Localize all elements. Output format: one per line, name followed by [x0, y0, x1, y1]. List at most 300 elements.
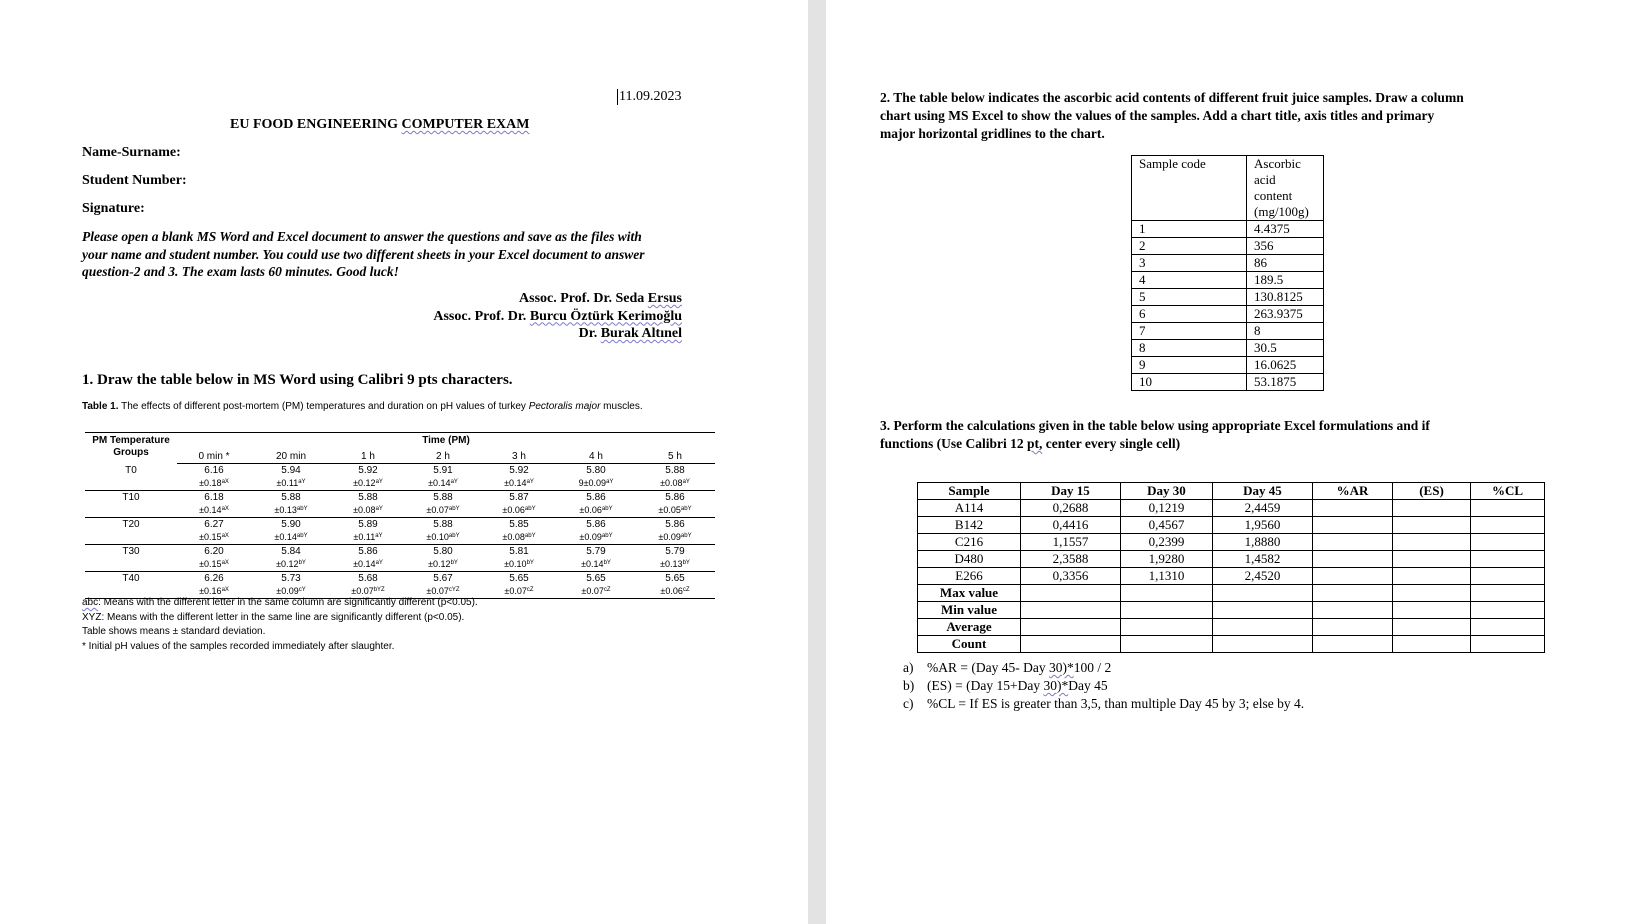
sd-value: ±0.09	[276, 586, 299, 596]
significance-letters: aY	[375, 479, 383, 485]
empty-result-cell	[1393, 517, 1471, 534]
sample-code-cell: 4	[1132, 272, 1247, 289]
empty-summary-cell	[1471, 585, 1545, 602]
significance-letters: abY	[296, 506, 308, 512]
calculation-row	[918, 534, 1545, 551]
note-abc-text: : Means with the different letter in the same column are significantly different (p<0.05).	[98, 597, 478, 608]
note-xyz: XYZ: Means with the different letter in the same line are significantly different (p<0.05).	[82, 611, 465, 623]
author-2-title: Assoc. Prof. Dr.	[433, 308, 530, 324]
exam-title	[230, 117, 529, 133]
summary-row	[918, 602, 1545, 619]
empty-summary-cell	[1313, 585, 1393, 602]
day-value-cell: 0,1219	[1121, 500, 1213, 517]
empty-summary-cell	[1021, 585, 1121, 602]
ascorbic-value-cell: 263.9375	[1247, 306, 1324, 323]
significance-letters: cY	[298, 587, 306, 593]
ph-mean-cell: 5.79	[665, 546, 685, 557]
empty-result-cell	[1313, 551, 1393, 568]
calculation-row	[918, 517, 1545, 534]
empty-result-cell	[1313, 500, 1393, 517]
ph-sd-cell	[405, 558, 481, 572]
sample-code-cell: 3	[1132, 255, 1247, 272]
ph-row-sd	[85, 504, 715, 518]
ph-sd-cell	[177, 504, 251, 518]
ph-sd-cell	[635, 504, 715, 518]
sample-name-cell: C216	[918, 534, 1021, 551]
exam-title-part1: EU FOOD ENGINEERING	[230, 117, 402, 132]
time-header: Time (PM)	[177, 433, 715, 448]
sd-value: ±0.12	[353, 478, 376, 488]
ph-mean-cell: 6.20	[204, 546, 224, 557]
ph-sd-cell	[635, 558, 715, 572]
empty-summary-cell	[1121, 602, 1213, 619]
group-label: T40	[85, 572, 177, 599]
formula-letter: c)	[903, 696, 914, 711]
significance-letters: bYZ	[373, 587, 385, 593]
day-value-cell: 2,4459	[1213, 500, 1313, 517]
sample-name-cell: B142	[918, 517, 1021, 534]
ph-sd-cell	[635, 531, 715, 545]
sample-code-cell: 10	[1132, 374, 1247, 391]
ph-row-sd	[85, 531, 715, 545]
empty-result-cell	[1471, 568, 1545, 585]
ph-mean-cell: 5.65	[586, 573, 606, 584]
ph-sd-cell	[177, 531, 251, 545]
ph-mean-cell: 6.27	[204, 519, 224, 530]
calculation-row	[918, 500, 1545, 517]
sample-code-cell: 8	[1132, 340, 1247, 357]
empty-summary-cell	[1121, 619, 1213, 636]
formula-letter: b)	[903, 678, 915, 693]
sd-value: ±0.05	[658, 505, 681, 515]
sd-value: ±0.13	[660, 559, 683, 569]
time-col-header: 5 h	[635, 447, 715, 464]
time-col-header: 3 h	[481, 447, 557, 464]
ph-table-body	[85, 464, 715, 599]
ph-sd-cell	[481, 477, 557, 491]
ph-sd-cell	[481, 558, 557, 572]
header-ascorbic-content: Ascorbic acid content (mg/100g)	[1247, 156, 1324, 221]
ph-sd-cell	[251, 531, 331, 545]
ascorbic-table-header-row	[1132, 156, 1324, 221]
formula-flagged-text: 30)*	[1048, 660, 1074, 675]
sd-value: ±0.07	[581, 586, 604, 596]
instructions	[82, 228, 644, 281]
sd-value: ±0.14	[274, 532, 297, 542]
ascorbic-table-row	[1132, 340, 1324, 357]
group-label: T30	[85, 545, 177, 572]
sd-value: ±0.08	[660, 478, 683, 488]
ascorbic-table-row	[1132, 374, 1324, 391]
formula-item	[903, 659, 1304, 677]
ph-row-values	[85, 545, 715, 559]
ph-mean-cell: 5.68	[358, 573, 378, 584]
ph-sd-cell	[331, 477, 405, 491]
calculation-header-cell: %CL	[1471, 483, 1545, 500]
summary-label-cell: Max value	[918, 585, 1021, 602]
empty-result-cell	[1393, 500, 1471, 517]
empty-summary-cell	[1021, 619, 1121, 636]
significance-letters: cZ	[603, 587, 611, 593]
ph-sd-cell	[251, 558, 331, 572]
empty-summary-cell	[1021, 636, 1121, 653]
empty-summary-cell	[1313, 619, 1393, 636]
sd-value: ±0.12	[276, 559, 299, 569]
day-value-cell: 2,4520	[1213, 568, 1313, 585]
sample-code-cell: 7	[1132, 323, 1247, 340]
ph-sd-cell	[405, 504, 481, 518]
calculation-table-header-row	[918, 483, 1545, 500]
author-2	[433, 308, 682, 326]
sample-code-cell: 5	[1132, 289, 1247, 306]
day-value-cell: 2,3588	[1021, 551, 1121, 568]
sample-code-cell: 1	[1132, 221, 1247, 238]
empty-summary-cell	[1393, 585, 1471, 602]
ascorbic-table-row	[1132, 306, 1324, 323]
significance-letters: aX	[221, 560, 229, 566]
day-value-cell: 0,4567	[1121, 517, 1213, 534]
calculation-table	[917, 482, 1545, 653]
empty-result-cell	[1471, 551, 1545, 568]
sd-value: ±0.12	[428, 559, 451, 569]
sd-value: ±0.06	[660, 586, 683, 596]
sd-value: ±0.08	[502, 532, 525, 542]
group-label: T20	[85, 518, 177, 545]
document-page-1	[0, 0, 808, 924]
exam-date: 11.09.2023	[619, 89, 682, 104]
empty-result-cell	[1471, 500, 1545, 517]
header-sample-code: Sample code	[1132, 156, 1247, 221]
question-1: 1. Draw the table below in MS Word using Calibri 9 pts characters.	[82, 372, 513, 388]
ph-mean-cell: 5.73	[281, 573, 301, 584]
sd-value: ±0.06	[502, 505, 525, 515]
group-label: T10	[85, 491, 177, 518]
author-1-title: Assoc. Prof. Dr. Seda	[519, 291, 648, 306]
name-surname-label: Name-Surname:	[82, 145, 181, 160]
ph-sd-cell	[405, 477, 481, 491]
ph-sd-cell	[635, 477, 715, 491]
ph-mean-cell: 5.88	[433, 492, 453, 503]
significance-letters: abY	[524, 506, 536, 512]
significance-letters: aX	[221, 587, 229, 593]
ph-mean-cell: 5.79	[586, 546, 606, 557]
ascorbic-table-row	[1132, 289, 1324, 306]
ascorbic-value-cell: 189.5	[1247, 272, 1324, 289]
significance-letters: aX	[221, 479, 229, 485]
ph-mean-cell: 6.18	[204, 492, 224, 503]
sd-value: ±0.18	[199, 478, 222, 488]
time-col-header: 0 min *	[177, 447, 251, 464]
ascorbic-value-cell: 16.0625	[1247, 357, 1324, 374]
ascorbic-value-cell: 53.1875	[1247, 374, 1324, 391]
summary-row	[918, 619, 1545, 636]
summary-row	[918, 636, 1545, 653]
ph-row-values	[85, 572, 715, 586]
empty-summary-cell	[1121, 636, 1213, 653]
instructions-line: question-2 and 3. The exam lasts 60 minutes. Good luck!	[82, 264, 399, 279]
day-value-cell: 1,1557	[1021, 534, 1121, 551]
ph-values-table	[85, 432, 715, 599]
sd-value: ±0.07	[351, 586, 374, 596]
ph-mean-cell: 5.80	[433, 546, 453, 557]
sd-value: ±0.07	[426, 505, 449, 515]
day-value-cell: 0,2688	[1021, 500, 1121, 517]
day-value-cell: 1,8880	[1213, 534, 1313, 551]
formula-text: (ES) = (Day 15+Day	[927, 678, 1044, 693]
calculation-header-cell: Sample	[918, 483, 1021, 500]
empty-summary-cell	[1393, 619, 1471, 636]
question-3-line2-prefix: functions (Use Calibri 12	[880, 436, 1028, 451]
ph-mean-cell: 6.16	[204, 465, 224, 476]
significance-letters: aY	[526, 479, 534, 485]
significance-letters: aY	[298, 479, 306, 485]
time-col-header: 20 min	[251, 447, 331, 464]
empty-result-cell	[1313, 517, 1393, 534]
ph-mean-cell: 5.88	[358, 492, 378, 503]
summary-label-cell: Count	[918, 636, 1021, 653]
author-3-name: Burak Altınel	[600, 326, 682, 341]
day-value-cell: 1,9560	[1213, 517, 1313, 534]
formula-list	[903, 659, 1304, 713]
ascorbic-table-row	[1132, 323, 1324, 340]
question-2	[880, 89, 1464, 143]
note-sd: Table shows means ± standard deviation.	[82, 626, 266, 637]
ph-mean-cell: 5.87	[509, 492, 529, 503]
page-gap	[808, 0, 826, 924]
sd-value: ±0.11	[353, 532, 376, 542]
question-3-line2-suffix: center every single cell)	[1042, 436, 1181, 451]
significance-letters: abY	[448, 506, 460, 512]
significance-letters: abY	[601, 533, 613, 539]
instructions-line: your name and student number. You could use two different sheets in your Excel document to answer	[82, 246, 645, 262]
empty-summary-cell	[1313, 636, 1393, 653]
formula-text: %AR = (Day 45- Day	[927, 660, 1049, 675]
calculation-header-cell: Day 15	[1021, 483, 1121, 500]
table1-caption-text: The effects of different post-mortem (PM) temperatures and duration on pH values of turkey	[118, 401, 529, 412]
ph-sd-cell	[405, 531, 481, 545]
significance-letters: aY	[606, 479, 614, 485]
formula-item	[903, 677, 1304, 695]
day-value-cell: 0,4416	[1021, 517, 1121, 534]
significance-letters: abY	[680, 506, 692, 512]
calculation-header-cell: %AR	[1313, 483, 1393, 500]
significance-letters: abY	[296, 533, 308, 539]
day-value-cell: 0,3356	[1021, 568, 1121, 585]
sd-value: ±0.11	[276, 478, 299, 488]
ascorbic-value-cell: 8	[1247, 323, 1324, 340]
calculation-header-cell: Day 30	[1121, 483, 1213, 500]
ascorbic-value-cell: 86	[1247, 255, 1324, 272]
signature-label: Signature:	[82, 201, 145, 216]
ph-mean-cell: 5.65	[509, 573, 529, 584]
time-col-header: 1 h	[331, 447, 405, 464]
empty-summary-cell	[1213, 636, 1313, 653]
question-3-line1: 3. Perform the calculations given in the table below using appropriate Excel formulations and if	[880, 418, 1430, 433]
ph-sd-cell	[251, 477, 331, 491]
ph-mean-cell: 5.92	[509, 465, 529, 476]
summary-row	[918, 585, 1545, 602]
sample-code-cell: 9	[1132, 357, 1247, 374]
significance-letters: cZ	[526, 587, 534, 593]
sample-code-cell: 2	[1132, 238, 1247, 255]
ph-sd-cell	[331, 504, 405, 518]
ascorbic-table-row	[1132, 238, 1324, 255]
question-2-line: 2. The table below indicates the ascorbic acid contents of different fruit juice samples. Draw a column	[880, 90, 1464, 105]
sd-value: ±0.13	[274, 505, 297, 515]
ph-mean-cell: 5.86	[586, 519, 606, 530]
ascorbic-table-row	[1132, 221, 1324, 238]
time-col-header: 4 h	[557, 447, 635, 464]
ph-sd-cell	[331, 558, 405, 572]
ph-mean-cell: 5.86	[358, 546, 378, 557]
ph-mean-cell: 5.67	[433, 573, 453, 584]
formula-flagged-text: 30)*	[1043, 678, 1069, 693]
day-value-cell: 1,1310	[1121, 568, 1213, 585]
significance-letters: aY	[682, 479, 690, 485]
empty-summary-cell	[1121, 585, 1213, 602]
sd-value: ±0.06	[579, 505, 602, 515]
exam-title-part2: COMPUTER EXAM	[401, 117, 530, 132]
sd-value: ±0.16	[199, 586, 222, 596]
empty-result-cell	[1393, 534, 1471, 551]
sd-value: ±0.10	[504, 559, 527, 569]
significance-letters: aY	[375, 560, 383, 566]
sample-name-cell: A114	[918, 500, 1021, 517]
empty-summary-cell	[1471, 602, 1545, 619]
summary-label-cell: Min value	[918, 602, 1021, 619]
formula-text-end: Day 45	[1068, 678, 1108, 693]
ph-row-values	[85, 491, 715, 505]
significance-letters: cYZ	[448, 587, 460, 593]
sample-name-cell: E266	[918, 568, 1021, 585]
calculation-header-cell: (ES)	[1393, 483, 1471, 500]
calculation-header-cell: Day 45	[1213, 483, 1313, 500]
sd-value: ±0.10	[426, 532, 449, 542]
significance-letters: aX	[221, 506, 229, 512]
author-1-name: Ersus	[647, 291, 682, 306]
sd-value: ±0.14	[428, 478, 451, 488]
table1-notes	[82, 596, 478, 654]
ph-row-sd	[85, 558, 715, 572]
ph-sd-cell	[177, 477, 251, 491]
ph-mean-cell: 5.88	[665, 465, 685, 476]
ascorbic-value-cell: 30.5	[1247, 340, 1324, 357]
significance-letters: bY	[298, 560, 306, 566]
ascorbic-table-row	[1132, 357, 1324, 374]
ph-sd-cell	[557, 558, 635, 572]
significance-letters: abY	[448, 533, 460, 539]
significance-letters: bY	[682, 560, 690, 566]
ph-mean-cell: 5.85	[509, 519, 529, 530]
ascorbic-value-cell: 130.8125	[1247, 289, 1324, 306]
ascorbic-acid-table	[1131, 155, 1324, 391]
sd-value: ±0.07	[504, 586, 527, 596]
sd-value: ±0.09	[658, 532, 681, 542]
empty-summary-cell	[1471, 636, 1545, 653]
empty-summary-cell	[1021, 602, 1121, 619]
sd-value: ±0.14	[353, 559, 376, 569]
significance-letters: aY	[375, 506, 383, 512]
ph-mean-cell: 5.91	[433, 465, 453, 476]
empty-summary-cell	[1313, 602, 1393, 619]
significance-letters: abY	[601, 506, 613, 512]
ascorbic-table-body	[1132, 221, 1324, 391]
significance-letters: bY	[603, 560, 611, 566]
author-list	[433, 290, 682, 343]
significance-letters: abY	[524, 533, 536, 539]
sd-value: ±0.14	[504, 478, 527, 488]
note-abc-label: abc	[82, 597, 99, 608]
empty-summary-cell	[1471, 619, 1545, 636]
ph-row-values	[85, 518, 715, 532]
ph-mean-cell: 5.86	[665, 492, 685, 503]
group-header-line1: PM Temperature	[92, 435, 170, 446]
ph-mean-cell: 6.26	[204, 573, 224, 584]
question-3-line2	[880, 435, 1430, 453]
empty-summary-cell	[1393, 636, 1471, 653]
day-value-cell: 1,4582	[1213, 551, 1313, 568]
empty-summary-cell	[1213, 602, 1313, 619]
sd-value: ±0.15	[199, 559, 222, 569]
empty-result-cell	[1313, 534, 1393, 551]
calculation-row	[918, 551, 1545, 568]
ascorbic-table-row	[1132, 255, 1324, 272]
significance-letters: bY	[450, 560, 458, 566]
ascorbic-value-cell: 356	[1247, 238, 1324, 255]
significance-letters: bY	[526, 560, 534, 566]
question-3	[880, 417, 1430, 453]
significance-letters: abY	[680, 533, 692, 539]
instructions-line: Please open a blank MS Word and Excel document to answer the questions and save as the files with	[82, 229, 642, 244]
significance-letters: aY	[450, 479, 458, 485]
ph-mean-cell: 5.90	[281, 519, 301, 530]
empty-result-cell	[1393, 551, 1471, 568]
ph-sd-cell	[557, 477, 635, 491]
ph-sd-cell	[481, 531, 557, 545]
ph-mean-cell: 5.88	[433, 519, 453, 530]
ph-mean-cell: 5.81	[509, 546, 529, 557]
significance-letters: aX	[221, 533, 229, 539]
sd-value: ±0.09	[579, 532, 602, 542]
sample-name-cell: D480	[918, 551, 1021, 568]
ph-mean-cell: 5.88	[281, 492, 301, 503]
group-header-line2: Groups	[113, 447, 149, 458]
ph-mean-cell: 5.94	[281, 465, 301, 476]
table1-caption-label: Table 1.	[82, 401, 119, 412]
note-abc	[82, 596, 478, 611]
ascorbic-value-cell: 4.4375	[1247, 221, 1324, 238]
student-number-label: Student Number:	[82, 173, 187, 188]
empty-summary-cell	[1213, 619, 1313, 636]
question-2-line: major horizontal gridlines to the chart.	[880, 126, 1105, 141]
significance-letters: aY	[375, 533, 383, 539]
empty-result-cell	[1471, 517, 1545, 534]
ph-sd-cell	[557, 531, 635, 545]
sd-value: ±0.07	[426, 586, 449, 596]
ph-sd-cell	[557, 585, 635, 599]
sd-value: ±0.14	[581, 559, 604, 569]
ph-sd-cell	[331, 531, 405, 545]
empty-summary-cell	[1213, 585, 1313, 602]
day-value-cell: 1,9280	[1121, 551, 1213, 568]
formula-text: %CL = If ES is greater than 3,5, than multiple Day 45 by 3; else by 4.	[927, 696, 1305, 711]
time-col-header: 2 h	[405, 447, 481, 464]
ph-mean-cell: 5.92	[358, 465, 378, 476]
formula-text-end: 100 / 2	[1073, 660, 1112, 675]
ph-sd-cell	[481, 585, 557, 599]
author-2-name: Burcu Öztürk Kerimoğlu	[529, 308, 682, 324]
ph-mean-cell: 5.89	[358, 519, 378, 530]
